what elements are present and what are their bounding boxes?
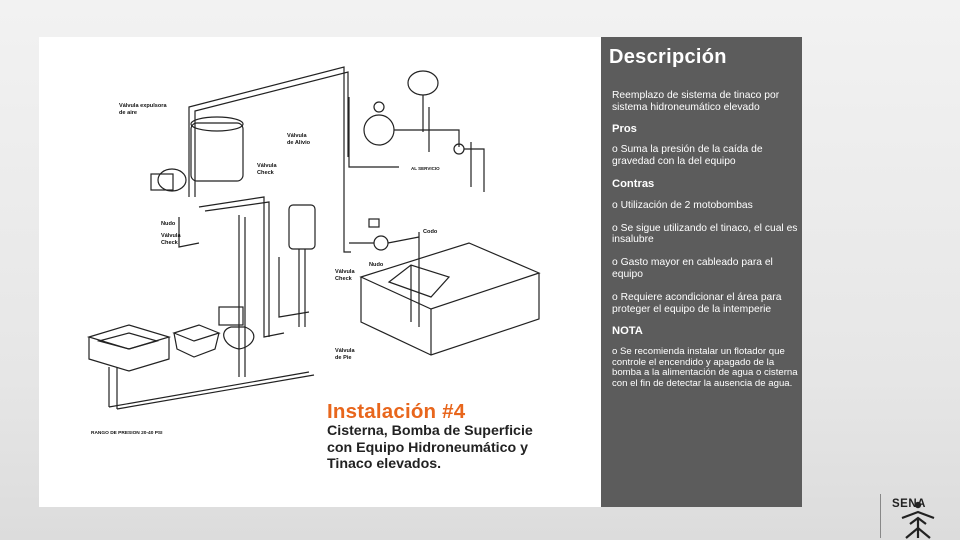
label-codo: Codo xyxy=(423,229,438,235)
schematic-tank-top xyxy=(408,71,438,95)
nota-text: o Se recomienda instalar un flotador que controle el encendido y apagado de la bomba a la alimentación de agua o cisterna con el fin de detectar la ausencia de agua. xyxy=(612,346,798,389)
pipe-main-riser xyxy=(189,67,344,197)
installation-title: Instalación #4 xyxy=(327,400,466,423)
pros-item: o Suma la presión de la caída de gravedad con la del equipo xyxy=(612,144,763,168)
schematic-tank-mid xyxy=(364,115,394,145)
contras-item: o Gasto mayor en cableado para el equipo xyxy=(612,257,773,280)
installation-line-1: Cisterna, Bomba de Superficie xyxy=(327,423,533,439)
label-al-servicio: AL SERVICIO xyxy=(411,166,440,171)
label-valvula-check-left-2: Check xyxy=(161,240,178,246)
panel-description: Reemplazo de sistema de tinaco por sistema hidroneumático elevado xyxy=(612,90,780,113)
nota-heading: NOTA xyxy=(612,325,643,338)
label-valvula-pie-2: de Pie xyxy=(335,355,352,361)
water-heater xyxy=(289,205,315,249)
label-valvula-expulsora-2: de aire xyxy=(119,110,138,116)
label-nudo-left: Nudo xyxy=(161,221,176,227)
installation-diagram-card xyxy=(39,37,601,507)
label-rango-presion: RANGO DE PRESION 20-40 PSI xyxy=(91,431,163,436)
laundry-sink xyxy=(89,325,169,349)
pros-heading: Pros xyxy=(612,122,637,135)
label-valvula-alivio: Válvula xyxy=(287,133,307,139)
diagram-labels xyxy=(91,103,440,436)
contras-heading: Contras xyxy=(612,177,655,190)
contras-item: o Utilización de 2 motobombas xyxy=(612,199,753,211)
tinaco-tank xyxy=(191,123,243,181)
surface-pump xyxy=(374,236,388,250)
label-valvula-check-mid-2: Check xyxy=(335,276,352,282)
label-valvula-check-mid: Válvula xyxy=(335,269,355,275)
contras-item: o Requiere acondicionar el área para proteger el equipo de la intemperie xyxy=(612,291,782,315)
pressure-tank-left xyxy=(158,169,186,191)
installation-line-2: con Equipo Hidroneumático y xyxy=(327,439,529,456)
panel-body xyxy=(612,90,798,390)
contras-item: o Se sigue utilizando el tinaco, el cual es insalubre xyxy=(612,222,798,246)
label-nudo-mid: Nudo xyxy=(369,262,384,268)
label-valvula-check-left: Válvula xyxy=(161,233,181,239)
installation-line-3: Tinaco elevados. xyxy=(327,456,442,472)
washbasin xyxy=(174,325,219,341)
label-valvula-check-top-2: Check xyxy=(257,170,274,176)
label-valvula-check-top: Válvula xyxy=(257,163,277,169)
label-valvula-alivio-2: de Alivio xyxy=(287,140,311,146)
panel-title: Descripción xyxy=(609,46,727,68)
label-valvula-expulsora: Válvula expulsora xyxy=(119,103,167,109)
sena-logo-text: SENA xyxy=(892,498,926,510)
pipe-main-riser-double xyxy=(195,72,348,197)
cistern xyxy=(361,243,539,309)
label-valvula-pie: Válvula xyxy=(335,348,355,354)
description-panel xyxy=(601,37,802,507)
installation-caption xyxy=(327,401,597,473)
